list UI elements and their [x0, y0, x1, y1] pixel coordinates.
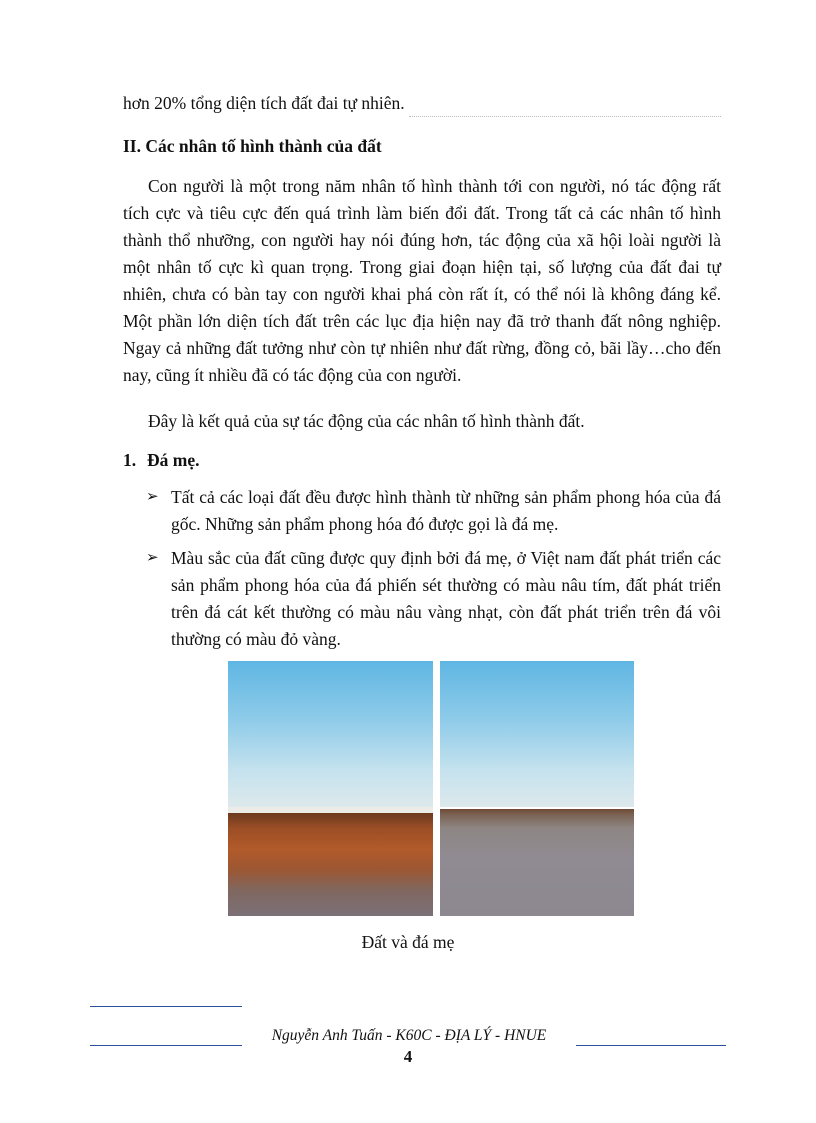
bullet-item: [146, 484, 721, 538]
footer-author-line: Nguyễn Anh Tuấn - K60C - ĐỊA LÝ - HNUE: [271, 1027, 547, 1044]
soil-profile-red: [228, 813, 433, 916]
continuation-line: [123, 90, 721, 117]
bullet-item: [146, 545, 721, 653]
soil-photo-grey: [440, 661, 634, 916]
sky-area: [440, 661, 634, 807]
page-number: 4: [403, 1047, 413, 1066]
bullet-text: Tất cả các loại đất đều được hình thành từ những sản phẩm phong hóa của đá gốc. Những sản phẩm phong hóa đó được gọi là đá mẹ.: [171, 487, 721, 534]
continuation-text: hơn 20% tổng diện tích đất đai tự nhiên.: [123, 93, 405, 113]
subsection-title: Đá mẹ.: [147, 450, 200, 470]
arrow-bullet-icon: ➢: [146, 550, 159, 566]
footnote-rule: [90, 1006, 242, 1007]
footer-rule-right: [576, 1045, 726, 1046]
soil-photo-red: [228, 661, 433, 916]
paragraph-human-factor: Con người là một trong năm nhân tố hình thành tới con người, nó tác động rất tích cực và tiêu cực đến quá trình làm biến đổi đất. Trong tất cả các nhân tố hình thành thổ nhưỡng, con người hay nói đúng hơn, tác động của xã hội loài người là một nhân tố cực kì quan trọng. Trong giai đoạn hiện tại, số lượng của đất đai tự nhiên, chưa có bàn tay con người khai phá còn rất ít, có thể nói là không đáng kể. Một phần lớn diện tích đất trên các lục địa hiện nay đã trở thanh đất nông nghiệp. Ngay cả những đất tưởng như còn tự nhiên như đất rừng, đồng cỏ, bãi lầy…cho đến nay, cũng ít nhiều đã có tác động của con người.: [123, 176, 721, 385]
sky-area: [228, 661, 433, 807]
subsection-heading: [123, 450, 199, 471]
arrow-bullet-icon: ➢: [146, 489, 159, 505]
section-heading: II. Các nhân tố hình thành của đất: [123, 136, 382, 156]
subsection-number: 1.: [123, 450, 137, 470]
soil-profile-grey: [440, 809, 634, 916]
bullet-text: Màu sắc của đất cũng được quy định bởi đá mẹ, ở Việt nam đất phát triển các sản phẩm phong hóa của đá phiến sét thường có màu nâu tím, đất phát triển trên đá cát kết thường có màu nâu vàng nhạt, còn đất phát triển trên đá vôi thường có màu đỏ vàng.: [171, 548, 721, 649]
paragraph-summary: Đây là kết quả của sự tác động của các nhân tố hình thành đất.: [148, 411, 585, 431]
footer-rule-left: [90, 1045, 242, 1046]
dotted-leader: [409, 98, 721, 117]
figure-caption: Đất và đá mẹ: [361, 932, 455, 952]
